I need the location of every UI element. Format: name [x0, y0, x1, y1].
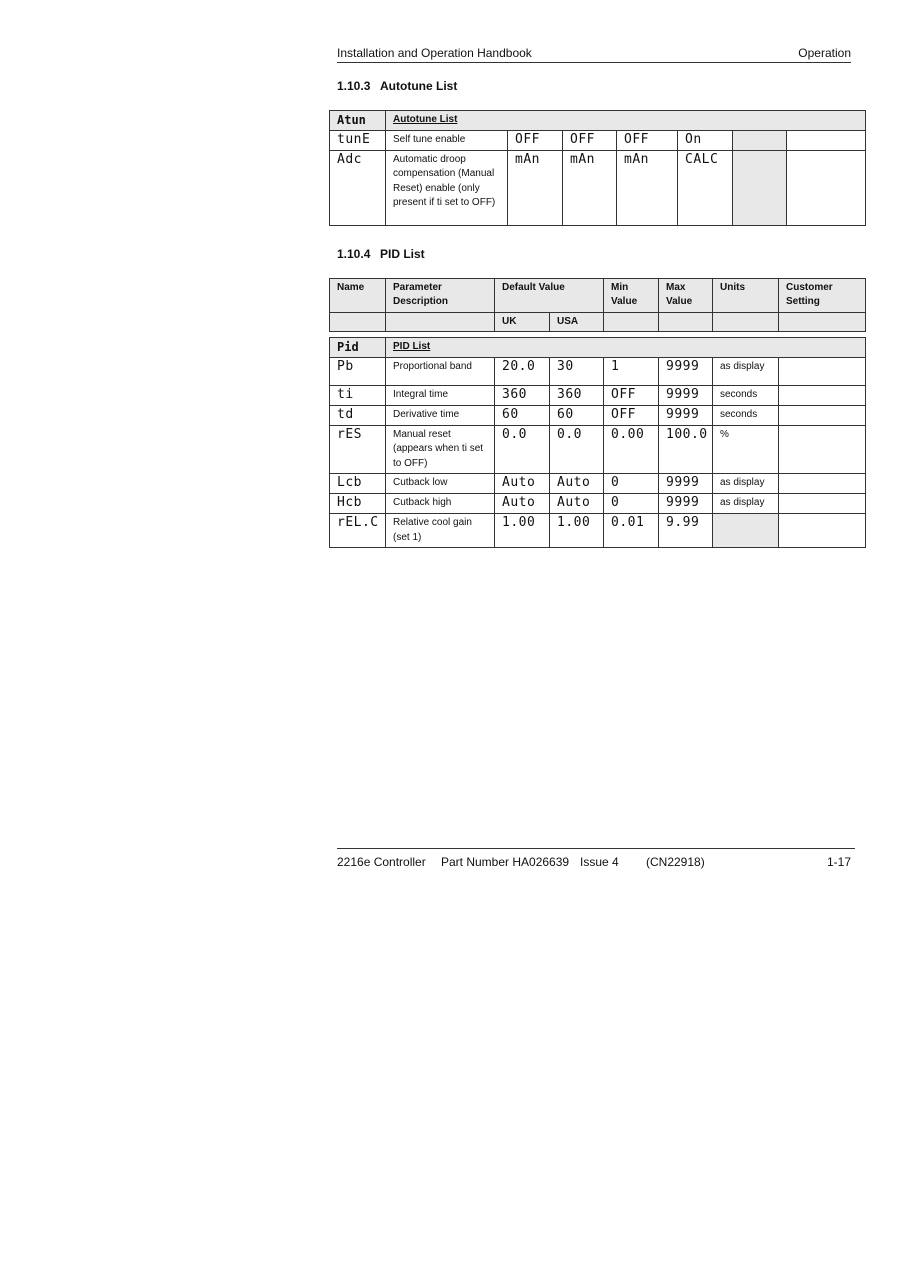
value-cell: CALC: [678, 151, 733, 226]
param-code: ti: [330, 386, 386, 406]
column-header-default: Default Value: [495, 279, 604, 313]
customer-setting-cell: [779, 474, 866, 494]
column-header-customer: Customer Setting: [779, 279, 866, 313]
default-usa-cell: 1.00: [550, 514, 604, 548]
units-cell: [733, 151, 787, 226]
param-code: rEL.C: [330, 514, 386, 548]
units-cell: as display: [713, 494, 779, 514]
default-usa-cell: Auto: [550, 474, 604, 494]
default-uk-cell: 0.0: [495, 426, 550, 474]
table-row: [330, 426, 866, 474]
column-header-uk: UK: [495, 312, 550, 331]
default-usa-cell: 0.0: [550, 426, 604, 474]
param-description: Cutback low: [386, 474, 495, 494]
header-title: Installation and Operation Handbook: [337, 46, 532, 60]
max-value-cell: 9.99: [659, 514, 713, 548]
max-value-cell: 9999: [659, 494, 713, 514]
table-row: [330, 386, 866, 406]
min-value-cell: 0.00: [604, 426, 659, 474]
pid-column-header-table: [329, 278, 866, 332]
column-header-max: Max Value: [659, 279, 713, 313]
min-value-cell: 1: [604, 358, 659, 386]
param-description: Self tune enable: [386, 131, 508, 151]
param-description: Integral time: [386, 386, 495, 406]
default-uk-cell: Auto: [495, 494, 550, 514]
autotune-list-header-row: [330, 111, 866, 131]
pid-table: [329, 337, 866, 548]
table-row: [330, 514, 866, 548]
param-code: Adc: [330, 151, 386, 226]
footer-product: 2216e Controller: [337, 855, 426, 869]
default-uk-cell: 1.00: [495, 514, 550, 548]
param-code: rES: [330, 426, 386, 474]
pid-section-number: 1.10.4: [337, 247, 371, 261]
value-cell: mAn: [617, 151, 678, 226]
default-uk-cell: 360: [495, 386, 550, 406]
table-row: [330, 406, 866, 426]
default-uk-cell: Auto: [495, 474, 550, 494]
value-cell: OFF: [508, 131, 563, 151]
default-usa-cell: Auto: [550, 494, 604, 514]
pid-section-heading: [337, 247, 425, 261]
page-header: [337, 44, 851, 63]
table-row: [330, 358, 866, 386]
param-code: Lcb: [330, 474, 386, 494]
param-description: Cutback high: [386, 494, 495, 514]
max-value-cell: 9999: [659, 474, 713, 494]
autotune-list-code: Atun: [330, 111, 386, 131]
autotune-table: [329, 110, 866, 226]
units-cell: %: [713, 426, 779, 474]
units-cell: [733, 131, 787, 151]
pid-list-title: PID List: [393, 341, 431, 352]
customer-setting-cell: [779, 494, 866, 514]
customer-setting-cell: [779, 358, 866, 386]
pid-list-code: Pid: [330, 338, 386, 358]
default-uk-cell: 60: [495, 406, 550, 426]
pid-list-header-row: [330, 338, 866, 358]
max-value-cell: 9999: [659, 386, 713, 406]
customer-setting-cell: [787, 151, 866, 226]
column-header-parameter: Parameter Description: [386, 279, 495, 313]
min-value-cell: OFF: [604, 406, 659, 426]
param-code: tunE: [330, 131, 386, 151]
units-cell: as display: [713, 358, 779, 386]
footer-issue: Issue 4: [580, 855, 619, 869]
min-value-cell: 0: [604, 494, 659, 514]
param-code: Pb: [330, 358, 386, 386]
autotune-section-heading: [337, 79, 457, 93]
header-section: Operation: [798, 46, 851, 60]
customer-setting-cell: [779, 426, 866, 474]
max-value-cell: 9999: [659, 406, 713, 426]
value-cell: mAn: [508, 151, 563, 226]
column-header-usa: USA: [550, 312, 604, 331]
units-cell: seconds: [713, 386, 779, 406]
autotune-list-title: Autotune List: [393, 114, 458, 125]
param-description: Manual reset (appears when ti set to OFF): [386, 426, 495, 474]
value-cell: mAn: [563, 151, 617, 226]
table-row: [330, 494, 866, 514]
units-cell: seconds: [713, 406, 779, 426]
footer-part-number: Part Number HA026639: [441, 855, 570, 869]
footer-page-number: 1-17: [826, 855, 851, 869]
min-value-cell: 0: [604, 474, 659, 494]
param-description: Proportional band: [386, 358, 495, 386]
default-uk-cell: 20.0: [495, 358, 550, 386]
table-row: [330, 131, 866, 151]
column-subheader-row: [330, 312, 866, 331]
table-row: [330, 151, 866, 226]
autotune-section-number: 1.10.3: [337, 79, 371, 93]
max-value-cell: 100.0: [659, 426, 713, 474]
autotune-section-title: Autotune List: [380, 79, 458, 93]
default-usa-cell: 360: [550, 386, 604, 406]
param-description: Automatic droop compensation (Manual Reset) enable (only present if ti set to OFF): [386, 151, 508, 226]
default-usa-cell: 30: [550, 358, 604, 386]
column-header-name: Name: [330, 279, 386, 313]
max-value-cell: 9999: [659, 358, 713, 386]
customer-setting-cell: [779, 514, 866, 548]
customer-setting-cell: [779, 406, 866, 426]
units-cell: as display: [713, 474, 779, 494]
param-description: Relative cool gain (set 1): [386, 514, 495, 548]
table-row: [330, 474, 866, 494]
footer-cn: (CN22918): [646, 855, 705, 869]
param-code: td: [330, 406, 386, 426]
value-cell: On: [678, 131, 733, 151]
page-footer: [337, 848, 855, 871]
column-header-min: Min Value: [604, 279, 659, 313]
value-cell: OFF: [617, 131, 678, 151]
customer-setting-cell: [779, 386, 866, 406]
units-cell: [713, 514, 779, 548]
min-value-cell: 0.01: [604, 514, 659, 548]
param-code: Hcb: [330, 494, 386, 514]
customer-setting-cell: [787, 131, 866, 151]
pid-section-title: PID List: [380, 247, 425, 261]
min-value-cell: OFF: [604, 386, 659, 406]
column-header-units: Units: [713, 279, 779, 313]
default-usa-cell: 60: [550, 406, 604, 426]
param-description: Derivative time: [386, 406, 495, 426]
column-header-row: [330, 279, 866, 313]
value-cell: OFF: [563, 131, 617, 151]
